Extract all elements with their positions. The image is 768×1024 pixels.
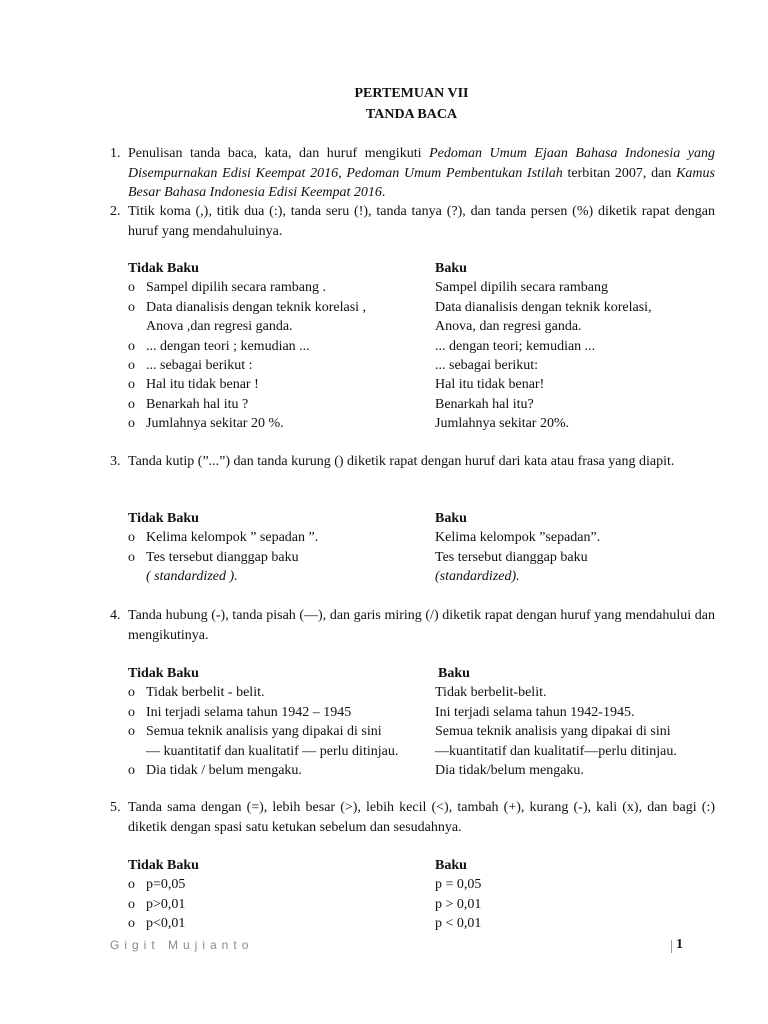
incorrect-example: Jumlahnya sekitar 20 %. — [146, 416, 284, 432]
correct-example: Hal itu tidak benar! — [435, 377, 545, 393]
bullet-icon: o — [128, 377, 135, 393]
table-row — [128, 298, 728, 317]
table-row — [128, 875, 728, 894]
list-item — [110, 202, 715, 241]
list-item — [110, 798, 715, 837]
document-subtitle: TANDA BACA — [365, 107, 458, 122]
correct-example: Sampel dipilih secara rambang — [435, 280, 608, 296]
bullet-icon: o — [128, 762, 135, 778]
footer-author: Gigit Mujianto — [110, 938, 254, 952]
bullet-icon: o — [128, 896, 135, 912]
header-tidak-baku: Tidak Baku — [128, 511, 199, 526]
header-tidak-baku: Tidak Baku — [128, 666, 199, 681]
table-row — [128, 722, 728, 741]
incorrect-example: Semua teknik analisis yang dipakai di sini — [146, 724, 382, 740]
table-row — [128, 683, 728, 702]
header-baku: Baku — [435, 858, 467, 873]
correct-example: (standardized). — [435, 569, 520, 585]
table-row — [128, 375, 728, 394]
incorrect-example: Tes tersebut dianggap baku — [146, 549, 299, 565]
incorrect-example: Kelima kelompok ” sepadan ”. — [146, 530, 319, 546]
item-paragraph — [128, 798, 715, 837]
incorrect-example: Dia tidak / belum mengaku. — [146, 762, 302, 778]
header-tidak-baku: Tidak Baku — [128, 858, 199, 873]
table-header-row — [128, 664, 728, 683]
item-paragraph — [128, 606, 715, 645]
bullet-icon: o — [128, 396, 135, 412]
table-row — [128, 703, 728, 722]
header-baku: Baku — [435, 261, 467, 276]
bullet-icon: o — [128, 549, 135, 565]
incorrect-example: Sampel dipilih secara rambang . — [146, 280, 326, 296]
page-number: 1 — [676, 937, 683, 952]
incorrect-example: ( standardized ). — [146, 569, 238, 585]
header-baku: Baku — [435, 511, 467, 526]
table-header-row — [128, 259, 728, 278]
header-tidak-baku: Tidak Baku — [128, 261, 199, 276]
item-text-italic: Kamus Besar Bahasa Indonesia Edisi Keempat 2016 — [128, 165, 715, 200]
item-paragraph — [128, 452, 715, 472]
table-row — [128, 414, 728, 433]
bullet-icon: o — [128, 416, 135, 432]
incorrect-example: ... dengan teori ; kemudian ... — [146, 338, 310, 354]
table-row — [128, 567, 728, 586]
table-header-row — [128, 509, 728, 528]
item-text: Penulisan tanda baca, kata, dan huruf mengikuti — [128, 146, 430, 161]
incorrect-example: Hal itu tidak benar ! — [146, 377, 259, 393]
incorrect-example: ... sebagai berikut : — [146, 357, 253, 373]
table-row — [128, 278, 728, 297]
list-item — [110, 606, 715, 645]
header-baku: Baku — [438, 666, 470, 681]
correct-example: Dia tidak/belum mengaku. — [435, 762, 584, 778]
correct-example: Ini terjadi selama tahun 1942-1945. — [435, 704, 635, 720]
item-paragraph — [128, 202, 715, 241]
item-text: Tanda sama dengan (=), lebih besar (>), lebih kecil (<), tambah (+), kurang (-), kali (x), dan bagi (:) diketik dengan spasi satu ketukan sebelum dan sesudahnya. — [128, 800, 715, 835]
bullet-icon: o — [128, 280, 135, 296]
table-row — [128, 548, 728, 567]
table-row — [128, 742, 728, 761]
correct-example: ... dengan teori; kemudian ... — [435, 338, 596, 354]
correct-example: p = 0,05 — [435, 877, 482, 893]
item-number: 5. — [110, 800, 121, 815]
comparison-table — [128, 259, 728, 434]
bullet-icon: o — [128, 704, 135, 720]
correct-example: Data dianalisis dengan teknik korelasi, — [435, 299, 652, 315]
incorrect-example: Anova ,dan regresi ganda. — [146, 319, 293, 335]
bullet-icon: o — [128, 685, 135, 701]
table-row — [128, 895, 728, 914]
correct-example: Benarkah hal itu? — [435, 396, 534, 412]
footer-divider — [671, 940, 672, 953]
item-text: . — [381, 185, 386, 200]
bullet-icon: o — [128, 916, 135, 932]
correct-example: p > 0,01 — [435, 896, 482, 912]
document-title: PERTEMUAN VII — [354, 86, 469, 101]
correct-example: Tidak berbelit-belit. — [435, 685, 547, 701]
table-row — [128, 317, 728, 336]
comparison-table — [128, 509, 728, 587]
correct-example: p < 0,01 — [435, 916, 482, 932]
item-number: 3. — [110, 454, 121, 469]
item-number: 2. — [110, 204, 121, 219]
table-row — [128, 914, 728, 933]
item-text: Tanda kutip (”...”) dan tanda kurung () diketik rapat dengan huruf dari kata atau frasa yang diapit. — [128, 454, 675, 469]
table-row — [128, 761, 728, 780]
incorrect-example: Data dianalisis dengan teknik korelasi , — [146, 299, 367, 315]
incorrect-example: — kuantitatif dan kualitatif — perlu ditinjau. — [146, 743, 399, 759]
incorrect-example: p<0,01 — [146, 916, 186, 932]
correct-example: Kelima kelompok ”sepadan”. — [435, 530, 601, 546]
incorrect-example: Tidak berbelit - belit. — [146, 685, 265, 701]
list-item — [110, 452, 715, 472]
bullet-icon: o — [128, 357, 135, 373]
item-text-italic: Pedoman Umum Ejaan Bahasa Indonesia yang Disempurnakan Edisi Keempat 2016, Pedoman Umum Pembentukan Istilah — [128, 146, 716, 181]
list-item — [110, 144, 715, 203]
item-text: Tanda hubung (-), tanda pisah (—), dan garis miring (/) diketik rapat dengan huruf yang mendahului dan mengikutinya. — [128, 608, 715, 643]
item-number: 1. — [110, 146, 121, 161]
incorrect-example: p>0,01 — [146, 896, 186, 912]
incorrect-example: Ini terjadi selama tahun 1942 – 1945 — [146, 704, 352, 720]
correct-example: Jumlahnya sekitar 20%. — [435, 416, 570, 432]
correct-example: Anova, dan regresi ganda. — [435, 319, 582, 335]
incorrect-example: Benarkah hal itu ? — [146, 396, 249, 412]
comparison-table — [128, 856, 728, 934]
item-text: Titik koma (,), titik dua (:), tanda seru (!), tanda tanya (?), dan tanda persen (%) diketik rapat dengan huruf yang mendahuluinya. — [128, 204, 715, 239]
correct-example: —kuantitatif dan kualitatif—perlu ditinjau. — [435, 743, 677, 759]
correct-example: ... sebagai berikut: — [435, 357, 539, 373]
comparison-table — [128, 664, 728, 780]
table-header-row — [128, 856, 728, 875]
item-text: terbitan 2007, dan — [562, 165, 677, 181]
table-row — [128, 356, 728, 375]
table-row — [128, 337, 728, 356]
bullet-icon: o — [128, 299, 135, 315]
correct-example: Semua teknik analisis yang dipakai di sini — [435, 724, 671, 740]
bullet-icon: o — [128, 877, 135, 893]
item-number: 4. — [110, 608, 121, 623]
incorrect-example: p=0,05 — [146, 877, 186, 893]
table-row — [128, 395, 728, 414]
table-row — [128, 528, 728, 547]
correct-example: Tes tersebut dianggap baku — [435, 549, 588, 565]
item-paragraph — [128, 144, 715, 203]
bullet-icon: o — [128, 530, 135, 546]
bullet-icon: o — [128, 338, 135, 354]
bullet-icon: o — [128, 724, 135, 740]
